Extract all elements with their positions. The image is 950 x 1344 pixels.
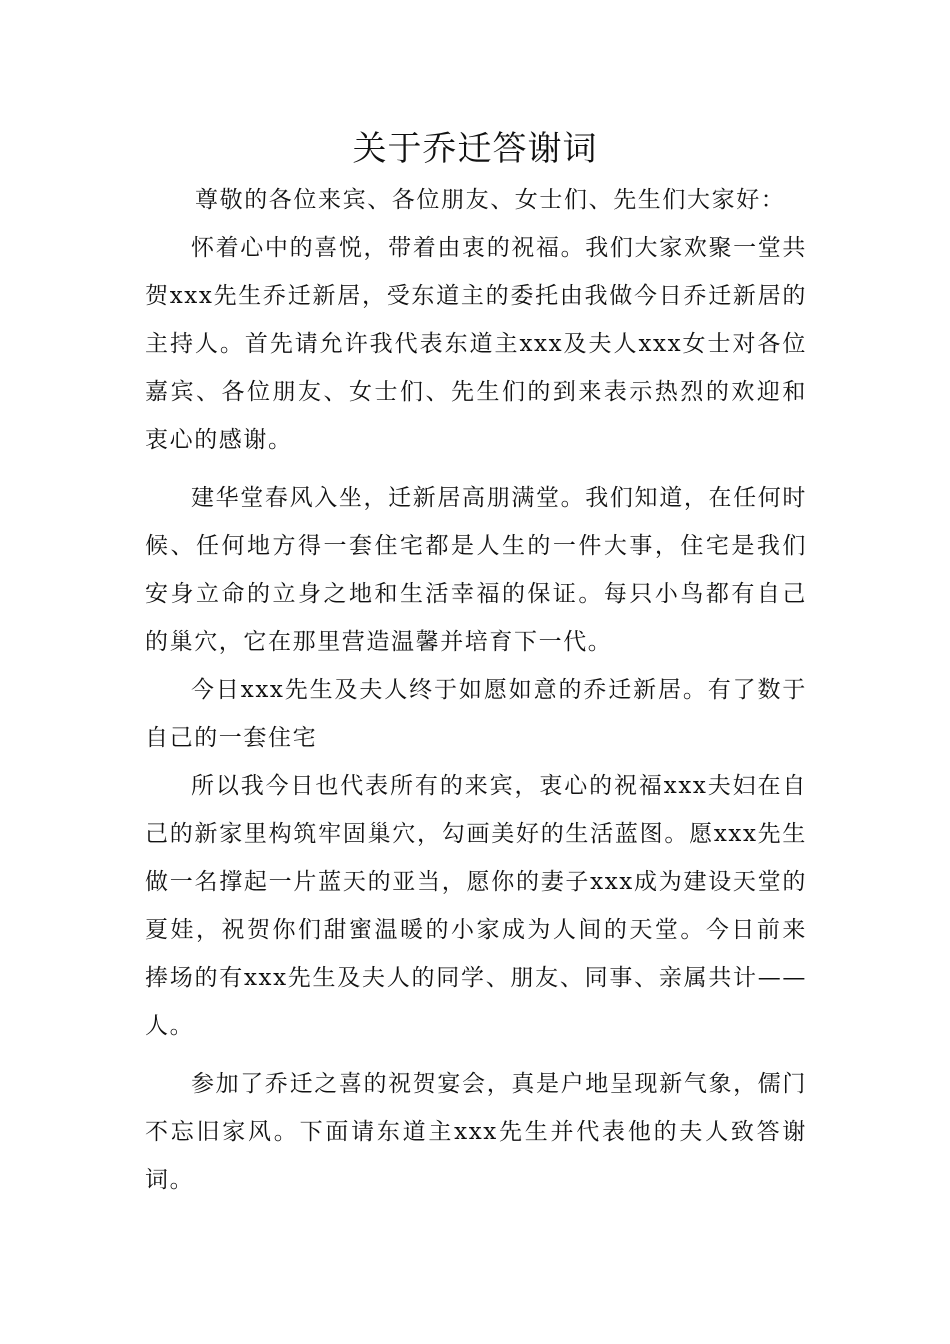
paragraph: 怀着心中的喜悦，带着由衷的祝福。我们大家欢聚一堂共贺xxx先生乔迁新居，受东道主的委托由我做今日乔迁新居的主持人。首先请允许我代表东道主xxx及夫人xxx女士对各位嘉宾、各位朋友、女士们、先生们的到来表示热烈的欢迎和衷心的感谢。 [145,235,807,453]
document-body [145,176,807,1204]
paragraph: 所以我今日也代表所有的来宾，衷心的祝福xxx夫妇在自己的新家里构筑牢固巢穴，勾画美好的生活蓝图。愿xxx先生做一名撑起一片蓝天的亚当，愿你的妻子xxx成为建设天堂的夏娃，祝贺你们甜蜜温暖的小家成为人间的天堂。今日前来捧场的有xxx先生及夫人的同学、朋友、同事、亲属共计——人。 [145,773,807,1039]
paragraph: 今日xxx先生及夫人终于如愿如意的乔迁新居。有了数于自己的一套住宅 [145,677,807,751]
document-title: 关于乔迁答谢词 [352,129,598,169]
paragraph: 参加了乔迁之喜的祝贺宴会，真是户地呈现新气象，儒门不忘旧家风。下面请东道主xxx先生并代表他的夫人致答谢词。 [145,1071,807,1193]
paragraph: 建华堂春风入坐，迁新居高朋满堂。我们知道，在任何时候、任何地方得一套住宅都是人生的一件大事，住宅是我们安身立命的立身之地和生活幸福的保证。每只小鸟都有自己的巢穴，它在那里营造温馨并培育下一代。 [145,485,807,655]
paragraph-greeting: 尊敬的各位来宾、各位朋友、女士们、先生们大家好： [195,187,786,213]
